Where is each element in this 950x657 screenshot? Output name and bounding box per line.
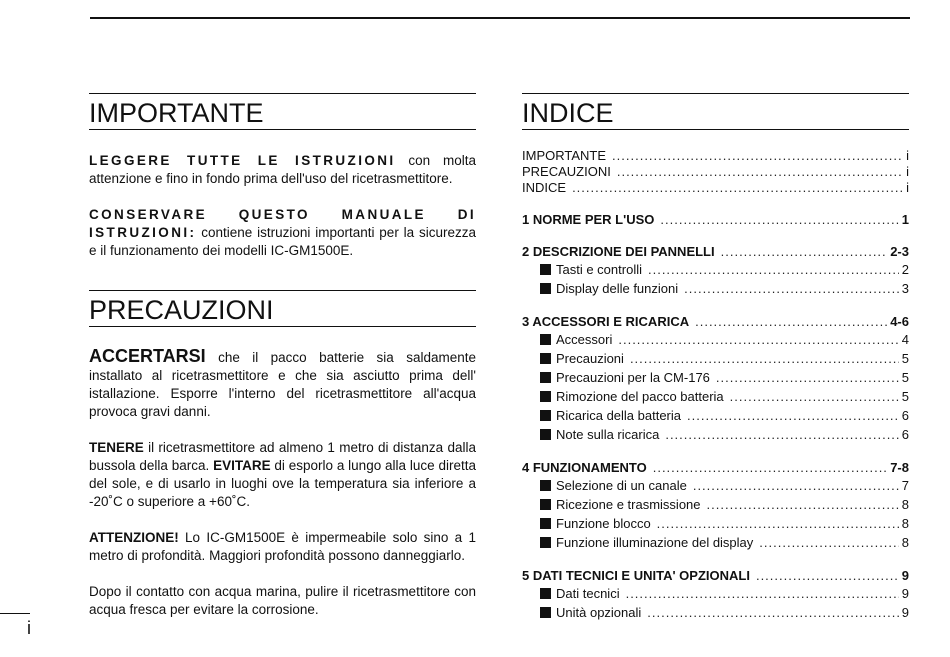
square-bullet-icon	[540, 499, 551, 510]
square-bullet-icon	[540, 480, 551, 491]
toc-leader-dots	[687, 406, 899, 425]
toc-page-number: 2	[901, 262, 909, 277]
toc-leader-dots	[626, 584, 899, 603]
square-bullet-icon	[540, 588, 551, 599]
right-column	[522, 93, 909, 622]
toc-leader-dots	[618, 330, 898, 349]
precauzioni-paragraph-3	[89, 529, 476, 565]
square-bullet-icon	[540, 537, 551, 548]
toc-label: IMPORTANTE	[522, 148, 607, 163]
importante-title: IMPORTANTE	[89, 97, 476, 130]
toc-subitem[interactable]	[522, 349, 909, 368]
toc-page-number: 7	[901, 478, 909, 493]
toc-subitem[interactable]	[522, 425, 909, 444]
toc-front-item[interactable]	[522, 164, 909, 180]
toc-label: Funzione illuminazione del display	[556, 535, 754, 550]
toc-leader-dots	[612, 148, 903, 164]
indice-title: INDICE	[522, 97, 909, 130]
toc-leader-dots	[756, 568, 899, 584]
toc-subitem[interactable]	[522, 387, 909, 406]
square-bullet-icon	[540, 283, 551, 294]
precauzioni-title: PRECAUZIONI	[89, 294, 476, 327]
toc-page-number: 9	[901, 586, 909, 601]
left-column	[89, 93, 476, 619]
toc-chapter[interactable]	[522, 314, 909, 330]
toc-chapter[interactable]	[522, 568, 909, 584]
toc-label: 4 FUNZIONAMENTO	[522, 460, 647, 475]
importante-top-rule	[89, 93, 476, 94]
toc-leader-dots	[707, 495, 899, 514]
toc-spacer	[522, 298, 909, 314]
importante-p1-text: con molta attenzione e fino in fondo prima dell'uso del ricetrasmettitore.	[89, 153, 477, 186]
toc-label: PRECAUZIONI	[522, 164, 611, 179]
square-bullet-icon	[540, 410, 551, 421]
toc-label: Funzione blocco	[556, 516, 651, 531]
toc-page-number: 5	[901, 389, 909, 404]
toc-leader-dots	[665, 425, 898, 444]
toc-page-number: 5	[901, 370, 909, 385]
toc-front-item[interactable]	[522, 180, 909, 196]
toc-subitem[interactable]	[522, 533, 909, 552]
toc-page-number: 8	[901, 535, 909, 550]
square-bullet-icon	[540, 334, 551, 345]
toc-subitem[interactable]	[522, 279, 909, 298]
toc-label: Dati tecnici	[556, 586, 620, 601]
precauzioni-p2-text-b: di esporlo a lungo alla luce diretta del sole, e di usarlo in luoghi ove la temperatura sia inferiore a -20˚C o superiore a +60˚C.	[89, 458, 476, 509]
toc-label: 1 NORME PER L'USO	[522, 212, 655, 227]
toc-label: Accessori	[556, 332, 613, 347]
toc-page-number: i	[906, 148, 909, 163]
precauzioni-p1-bold: ACCERTARSI	[89, 346, 206, 366]
toc-page-number: i	[906, 164, 909, 179]
toc-leader-dots	[759, 533, 898, 552]
square-bullet-icon	[540, 607, 551, 618]
toc-leader-dots	[630, 349, 899, 368]
indice-top-rule	[522, 93, 909, 94]
importante-p1-bold: LEGGERE TUTTE LE ISTRUZIONI	[89, 153, 396, 168]
toc-leader-dots	[647, 603, 898, 622]
square-bullet-icon	[540, 429, 551, 440]
precauzioni-p2-bold-a: TENERE	[89, 440, 144, 455]
toc-leader-dots	[572, 180, 903, 196]
toc-page-number: 9	[901, 605, 909, 620]
toc-subitem[interactable]	[522, 584, 909, 603]
toc-leader-dots	[657, 514, 899, 533]
precauzioni-paragraph-2	[89, 439, 476, 511]
toc-chapter[interactable]	[522, 212, 909, 228]
toc-leader-dots	[684, 279, 899, 298]
toc-label: Ricezione e trasmissione	[556, 497, 701, 512]
toc-label: Ricarica della batteria	[556, 408, 682, 423]
toc-subitem[interactable]	[522, 406, 909, 425]
toc-chapter[interactable]	[522, 244, 909, 260]
toc-subitem[interactable]	[522, 330, 909, 349]
toc-subitem[interactable]	[522, 514, 909, 533]
toc-label: Precauzioni	[556, 351, 624, 366]
toc-subitem[interactable]	[522, 603, 909, 622]
toc-subitem[interactable]	[522, 368, 909, 387]
toc-leader-dots	[660, 212, 898, 228]
square-bullet-icon	[540, 372, 551, 383]
toc-label: Note sulla ricarica	[556, 427, 660, 442]
precauzioni-top-rule	[89, 290, 476, 291]
toc-label: 5 DATI TECNICI E UNITA' OPZIONALI	[522, 568, 750, 583]
page-number: i	[27, 618, 31, 638]
toc-label: Display delle funzioni	[556, 281, 679, 296]
toc-label: Unità opzionali	[556, 605, 642, 620]
top-rule	[90, 17, 910, 19]
toc-leader-dots	[730, 387, 899, 406]
square-bullet-icon	[540, 353, 551, 364]
square-bullet-icon	[540, 518, 551, 529]
toc-label: Precauzioni per la CM-176	[556, 370, 710, 385]
toc-subitem[interactable]	[522, 476, 909, 495]
toc-spacer	[522, 228, 909, 244]
toc-page-number: 8	[901, 516, 909, 531]
toc-spacer	[522, 444, 909, 460]
toc-label: Selezione di un canale	[556, 478, 687, 493]
toc-page-number: 6	[901, 408, 909, 423]
precauzioni-p2-bold-b: EVITARE	[213, 458, 271, 473]
toc-leader-dots	[617, 164, 903, 180]
toc-label: Rimozione del pacco batteria	[556, 389, 724, 404]
table-of-contents	[522, 148, 909, 622]
toc-spacer	[522, 552, 909, 568]
toc-page-number: 5	[901, 351, 909, 366]
importante-p2-text: contiene istruzioni importanti per la sicurezza e il funzionamento dei modelli IC-GM1500E.	[89, 225, 476, 258]
toc-label: 2 DESCRIZIONE DEI PANNELLI	[522, 244, 715, 259]
toc-page-number: 3	[901, 281, 909, 296]
toc-page-number: 6	[901, 427, 909, 442]
corner-rule	[0, 613, 30, 614]
toc-label: Tasti e controlli	[556, 262, 642, 277]
toc-label: INDICE	[522, 180, 567, 195]
toc-front-item[interactable]	[522, 148, 909, 164]
toc-page-number: 7-8	[890, 460, 909, 475]
precauzioni-p3-text: Lo IC-GM1500E è impermeabile solo sino a 1 metro di profondità. Maggiori profondità possono danneggiarlo.	[89, 530, 476, 563]
toc-leader-dots	[716, 368, 899, 387]
toc-leader-dots	[721, 244, 888, 260]
toc-page-number: 4	[901, 332, 909, 347]
toc-page-number: 8	[901, 497, 909, 512]
square-bullet-icon	[540, 391, 551, 402]
square-bullet-icon	[540, 264, 551, 275]
toc-leader-dots	[653, 460, 887, 476]
importante-p2-bold: CONSERVARE QUESTO MANUALE DI ISTRUZIONI:	[89, 207, 476, 240]
precauzioni-paragraph-4: Dopo il contatto con acqua marina, pulire il ricetrasmettitore con acqua fresca per evitare la corrosione.	[89, 584, 476, 617]
toc-subitem[interactable]	[522, 495, 909, 514]
precauzioni-p2-text-a: il ricetrasmettitore ad almeno 1 metro di distanza dalla bussola della barca.	[89, 440, 476, 473]
toc-leader-dots	[693, 476, 899, 495]
toc-chapter[interactable]	[522, 460, 909, 476]
toc-label: 3 ACCESSORI E RICARICA	[522, 314, 690, 329]
toc-leader-dots	[648, 260, 899, 279]
toc-spacer	[522, 196, 909, 212]
precauzioni-p1-text: che il pacco batterie sia saldamente installato al ricetrasmettitore e che sia asciutto prima dell' istallazione. Esporre l'interno del ricetrasmettitore all'acqua provoca gravi danni.	[89, 350, 476, 419]
toc-page-number: i	[906, 180, 909, 195]
toc-subitem[interactable]	[522, 260, 909, 279]
importante-paragraph-1	[89, 152, 476, 188]
toc-page-number: 4-6	[890, 314, 909, 329]
toc-page-number: 9	[901, 568, 909, 583]
toc-leader-dots	[695, 314, 887, 330]
precauzioni-paragraph-1	[89, 347, 476, 421]
toc-page-number: 1	[901, 212, 909, 227]
importante-paragraph-2	[89, 206, 476, 260]
precauzioni-p3-bold: ATTENZIONE!	[89, 530, 179, 545]
toc-page-number: 2-3	[890, 244, 909, 259]
